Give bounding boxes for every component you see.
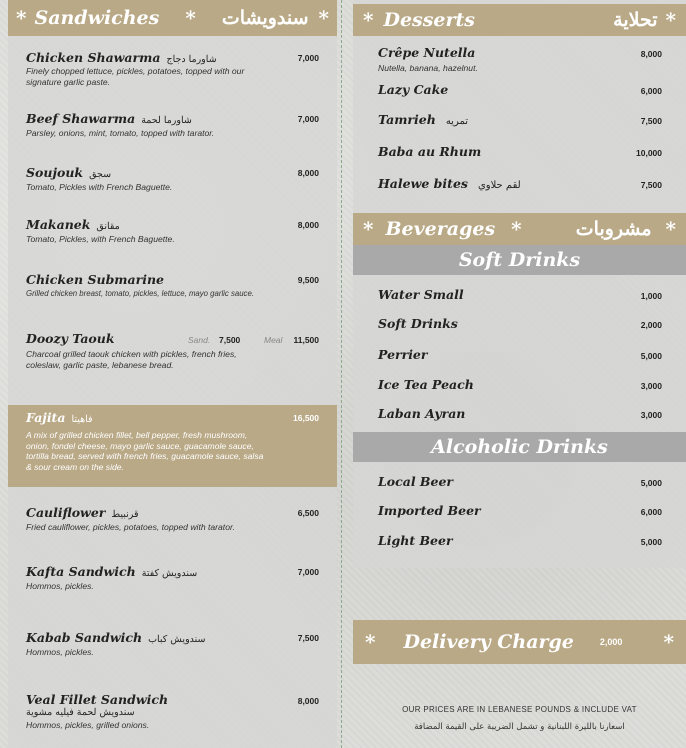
- page-fold-line: [341, 0, 342, 748]
- item-price: 6,000: [640, 86, 662, 96]
- star-icon: *: [16, 6, 27, 30]
- item-name: Laban Ayran: [378, 406, 466, 421]
- item-name: Water Small: [378, 287, 464, 302]
- star-icon: *: [663, 630, 674, 654]
- item-name-arabic: شاورما دجاج: [166, 54, 217, 65]
- item-name: Makanek: [26, 217, 91, 232]
- item-name: Crêpe Nutella: [378, 45, 476, 60]
- item-name: Kabab Sandwich: [26, 630, 143, 645]
- item-name-arabic: شاورما لحمة: [141, 115, 192, 126]
- star-icon: *: [665, 8, 676, 32]
- item-name-arabic: سندويش كباب: [148, 634, 206, 645]
- item-name-arabic: تمريه: [445, 116, 469, 127]
- desserts-title-ar: تحلاية: [613, 9, 658, 31]
- item-name-arabic: قرنبيط: [111, 509, 139, 520]
- item-price: 7,500: [297, 633, 319, 643]
- item-name: Tamrieh: [378, 112, 436, 127]
- item-price: 6,500: [297, 508, 319, 518]
- item-description: Tomato, Pickles with French Baguette.: [26, 182, 173, 192]
- item-price: 6,000: [640, 507, 662, 517]
- item-name: Imported Beer: [378, 503, 481, 518]
- item-price: 3,000: [640, 381, 662, 391]
- desserts-title-en: Desserts: [383, 9, 475, 31]
- sandwiches-panel: [8, 0, 337, 748]
- item-description: Finely chopped lettuce, pickles, potatoes, topped with our signature garlic paste.: [26, 66, 245, 87]
- item-description: Tomato, Pickles, with French Baguette.: [26, 234, 175, 244]
- item-price: 9,500: [297, 275, 319, 285]
- item-price: 8,000: [297, 696, 319, 706]
- item-description: A mix of grilled chicken fillet, bell pepper, fresh mushroom, onion, fondel cheese, mayo garlic sauce, guacamole sauce, tortilla bread, served with french fries, guacamole sauce, salsa & sour cream on the side.: [26, 430, 264, 472]
- item-description: Hommos, pickles.: [26, 647, 94, 657]
- item-name: Ice Tea Peach: [378, 377, 474, 392]
- item-description: Hommos, pickles.: [26, 581, 94, 591]
- item-name: Cauliflower: [26, 505, 106, 520]
- item-name: Local Beer: [378, 474, 453, 489]
- item-description: Hommos, pickles, grilled onions.: [26, 720, 150, 730]
- item-name: Halewe bites: [378, 176, 468, 191]
- sandwiches-header: [8, 0, 337, 36]
- item-name: Chicken Shawarma: [26, 50, 161, 65]
- star-icon: *: [318, 6, 329, 30]
- item-name-arabic: سندويش كفتة: [141, 568, 198, 579]
- star-icon: *: [365, 630, 376, 654]
- item-price: 8,000: [640, 49, 662, 59]
- item-name-arabic: لقم حلاوي: [477, 180, 521, 191]
- item-description: Fried cauliflower, pickles, potatoes, topped with tarator.: [26, 522, 235, 532]
- right-panel: [353, 0, 686, 568]
- item-price: 7,000: [297, 53, 319, 63]
- item-price: 8,000: [297, 220, 319, 230]
- item-price: 1,000: [640, 291, 662, 301]
- item-name: Soft Drinks: [378, 316, 458, 331]
- sandwich-label: Sand.: [188, 335, 211, 345]
- item-name: Veal Fillet Sandwich: [26, 692, 169, 707]
- item-description: Parsley, onions, mint, tomato, topped with tarator.: [26, 128, 215, 138]
- item-name-arabic: مقانق: [96, 221, 120, 232]
- item-price: 3,000: [640, 410, 662, 420]
- item-name-arabic: فاهيتا: [71, 414, 93, 425]
- item-name: Light Beer: [378, 533, 453, 548]
- alcoholic-drinks-header: Alcoholic Drinks: [353, 432, 686, 462]
- item-name: Chicken Submarine: [26, 272, 165, 287]
- delivery-charge-price: 2,000: [599, 637, 623, 647]
- item-price: 7,000: [297, 114, 319, 124]
- item-name: Perrier: [378, 347, 428, 362]
- item-price: 2,000: [640, 320, 662, 330]
- item-description: Nutella, banana, hazelnut.: [378, 63, 478, 73]
- star-icon: *: [665, 217, 676, 241]
- sandwiches-title-ar: سندويشات: [221, 7, 309, 29]
- item-price: 8,000: [297, 168, 319, 178]
- meal-price: 11,500: [293, 335, 319, 345]
- item-name: Beef Shawarma: [26, 111, 136, 126]
- sandwich-price: 7,500: [219, 335, 241, 345]
- star-icon: *: [363, 217, 374, 241]
- delivery-charge-label: Delivery Charge: [403, 631, 574, 653]
- item-price: 16,500: [293, 413, 319, 423]
- item-price: 5,000: [640, 351, 662, 361]
- star-icon: *: [185, 6, 196, 30]
- item-name: Baba au Rhum: [378, 144, 482, 159]
- item-price: 7,500: [640, 116, 662, 126]
- delivery-charge-band: [353, 620, 686, 664]
- beverages-title-en: Beverages: [385, 218, 496, 240]
- star-icon: *: [363, 8, 374, 32]
- item-price: 7,500: [640, 180, 662, 190]
- footer-note-en: OUR PRICES ARE IN LEBANESE POUNDS & INCLUDE VAT: [402, 705, 637, 714]
- item-name: Fajita: [26, 410, 66, 425]
- item-price: 7,000: [297, 567, 319, 577]
- item-name: Soujouk: [26, 165, 84, 180]
- item-description: Grilled chicken breast, tomato, pickles, lettuce, mayo garlic sauce.: [26, 289, 254, 298]
- item-name: Doozy Taouk: [26, 331, 115, 346]
- soft-drinks-header: Soft Drinks: [353, 245, 686, 275]
- desserts-header: [353, 4, 686, 36]
- item-name-arabic: سجق: [89, 169, 112, 180]
- meal-label: Meal: [264, 335, 283, 345]
- item-name: Kafta Sandwich: [26, 564, 136, 579]
- star-icon: *: [511, 217, 522, 241]
- beverages-title-ar: مشروبات: [575, 218, 652, 240]
- footer-note-ar: اسعارنا بالليرة اللبنانية و تشمل الضريبة على القيمة المضافة: [414, 722, 625, 732]
- beverages-header: [353, 213, 686, 245]
- item-description: Charcoal grilled taouk chicken with pickles, french fries, coleslaw, garlic paste, lebanese bread.: [26, 349, 237, 370]
- item-name: Lazy Cake: [378, 82, 449, 97]
- item-price: 5,000: [640, 478, 662, 488]
- item-name-arabic: سندويش لحمة فيليه مشوية: [26, 707, 135, 718]
- item-price: 10,000: [636, 148, 662, 158]
- item-price: 5,000: [640, 537, 662, 547]
- sandwiches-title-en: Sandwiches: [34, 7, 160, 29]
